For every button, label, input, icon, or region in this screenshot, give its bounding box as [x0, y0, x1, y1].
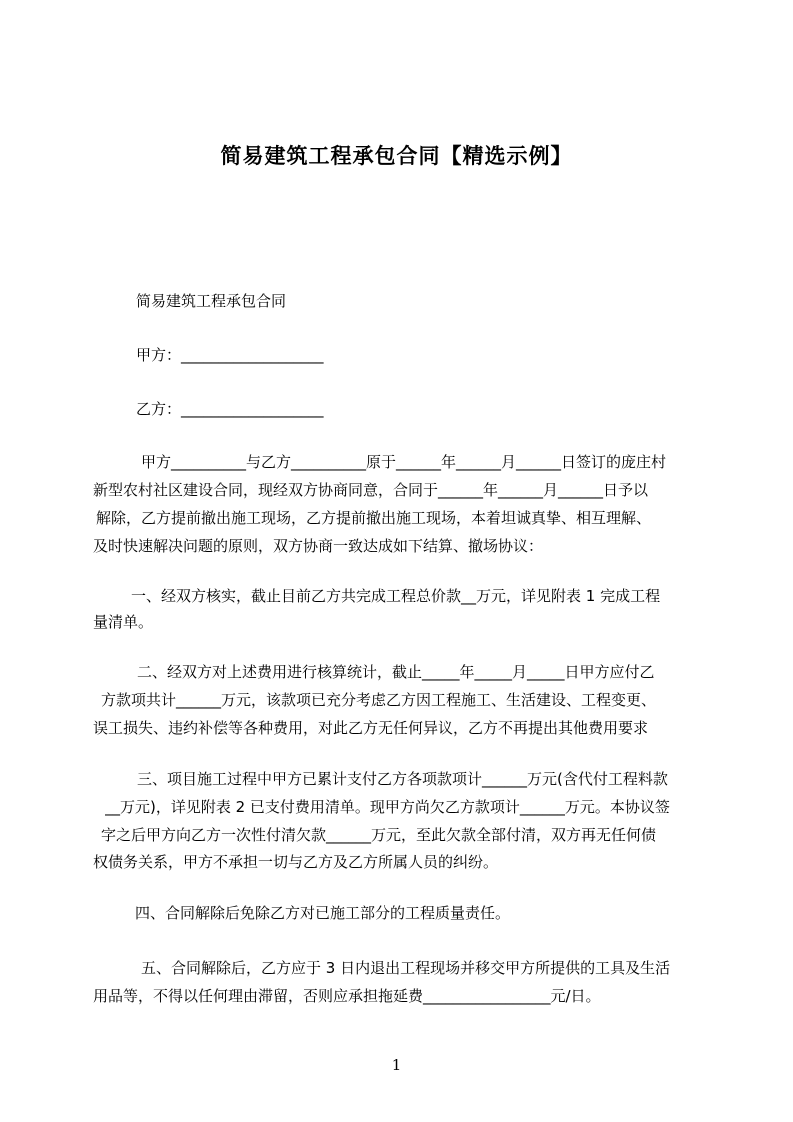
clause-4-line-1: 四、合同解除后免除乙方对已施工部分的工程质量责任。 [135, 904, 511, 922]
clause-5-line-2: 用品等，不得以任何理由滞留，否则应承担拖延费_________________元/日。 [93, 987, 601, 1005]
party-a-line: 甲方：___________________ [136, 346, 324, 364]
document-title: 简易建筑工程承包合同【精选示例】 [220, 144, 573, 168]
page-number: 1 [391, 1056, 402, 1074]
clause-1-line-1: 一、经双方核实，截止目前乙方共完成工程总价款__万元，详见附表 1 完成工程 [131, 587, 661, 605]
intro-line-1: 甲方__________与乙方__________原于______年______月______日签订的庞庄村 [141, 453, 667, 471]
contract-subtitle: 简易建筑工程承包合同 [136, 292, 287, 310]
intro-line-2: 新型农村社区建设合同，现经双方协商同意，合同于______年______月______日予以 [93, 481, 649, 499]
intro-line-3: 解除，乙方提前撤出施工现场，乙方提前撤出施工现场，本着坦诚真挚、相互理解、 [96, 509, 652, 527]
clause-3-line-3: 字之后甲方向乙方一次性付清欠款______万元，至此欠款全部付清，双方再无任何债 [101, 826, 657, 844]
clause-2-line-2: 方款项共计______万元，该款项已充分考虑乙方因工程施工、生活建设、工程变更、 [101, 691, 657, 709]
clause-2-line-1: 二、经双方对上述费用进行核算统计，截止_____年_____月_____日甲方应付乙 [137, 663, 655, 681]
clause-3-line-1: 三、项目施工过程中甲方已累计支付乙方各项款项计______万元(含代付工程料款 [137, 770, 668, 788]
clause-2-line-3: 误工损失、违约补偿等各种费用，对此乙方无任何异议，乙方不再提出其他费用要求 [93, 719, 649, 737]
intro-line-4: 及时快速解决问题的原则，双方协商一致达成如下结算、撤场协议： [93, 537, 544, 555]
clause-3-line-4: 权债务关系，甲方不承担一切与乙方及乙方所属人员的纠纷。 [93, 853, 499, 871]
clause-1-line-2: 量清单。 [93, 613, 154, 631]
party-b-line: 乙方：___________________ [136, 400, 324, 418]
clause-5-line-1: 五、合同解除后，乙方应于 3 日内退出工程现场并移交甲方所提供的工具及生活 [141, 959, 671, 977]
clause-3-line-2: __万元)，详见附表 2 已支付费用清单。现甲方尚欠乙方款项计______万元。本协议签 [105, 798, 670, 816]
